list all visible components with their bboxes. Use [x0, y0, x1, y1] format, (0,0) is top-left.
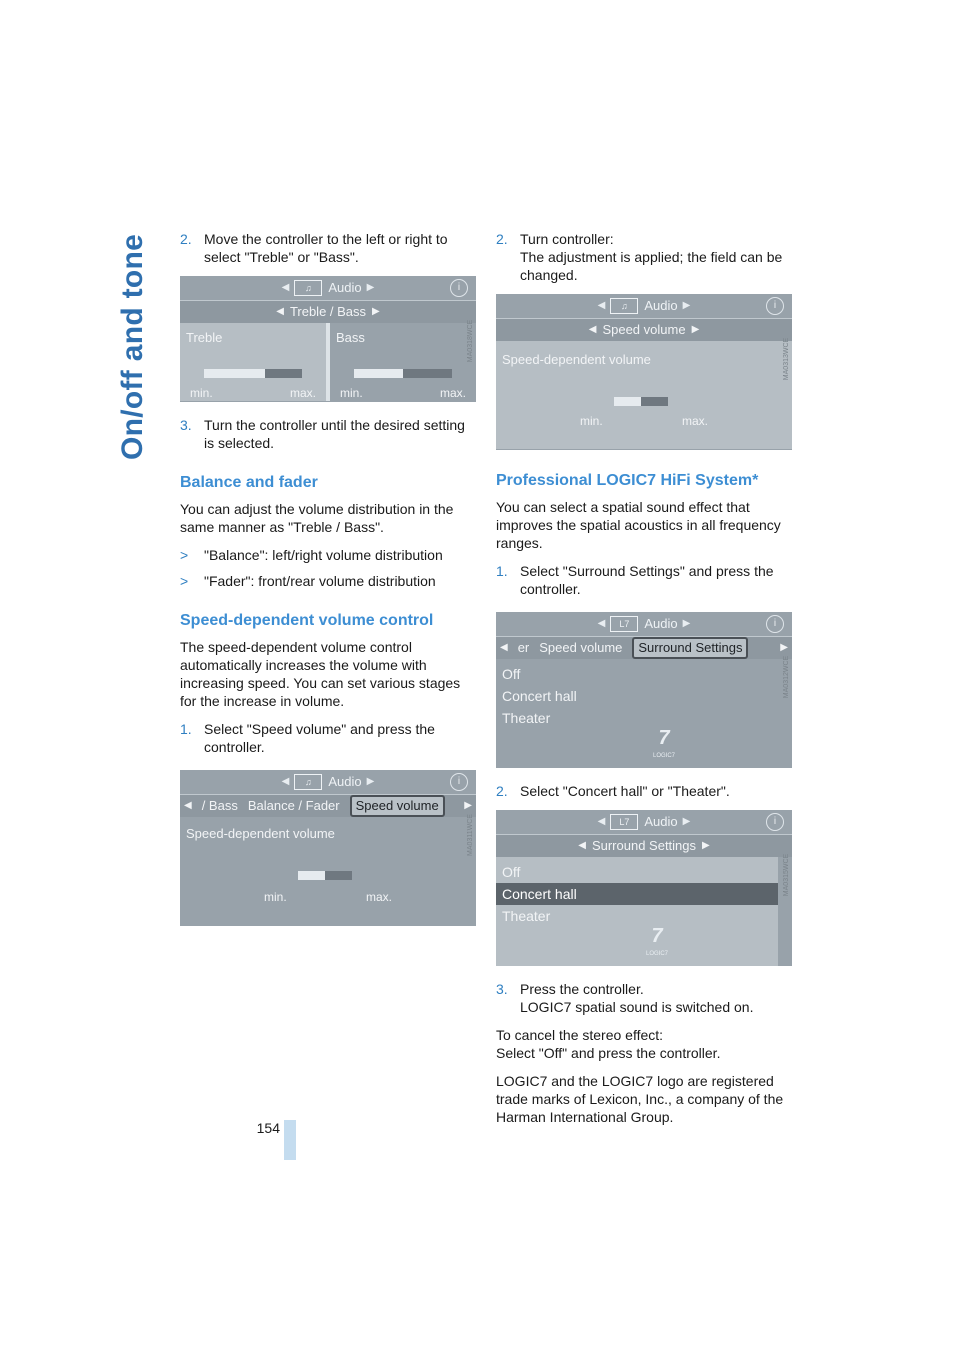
image-code: MA0311WCE [467, 814, 475, 856]
screen-subheader [496, 835, 792, 857]
speed-volume-slider [614, 397, 668, 406]
step-number: 2. [180, 231, 192, 247]
logic7-logo-icon: 7 LOGIC7 [536, 729, 792, 765]
screen-header-label: Audio [328, 774, 362, 789]
screen-header [496, 612, 792, 637]
chevron-left-icon: ◀ [597, 300, 606, 311]
info-icon: i [766, 813, 784, 831]
screen-header [496, 810, 792, 835]
screen-tabs [496, 637, 792, 659]
audio-icon: ♫ [610, 298, 638, 314]
tab-speed-volume: Speed volume [350, 795, 445, 817]
chevron-left-icon: ◀ [281, 282, 290, 293]
chevron-right-icon: ▶ [702, 840, 710, 851]
step-number: 3. [180, 417, 192, 433]
heading-logic7: Professional LOGIC7 HiFi System* [496, 472, 759, 489]
chevron-left-icon: ◀ [281, 776, 290, 787]
step-item [180, 720, 476, 756]
step-item [180, 416, 476, 452]
speed-volume-label: Speed-dependent volume [186, 826, 335, 841]
scale-max: max. [289, 386, 316, 400]
menu-item-concert-hall: Concert hall [502, 688, 577, 704]
page-marker-bar [284, 1120, 296, 1160]
slider-fill [298, 871, 325, 880]
chevron-right-icon: ▶ [372, 306, 380, 317]
treble-slider [204, 369, 302, 378]
scale-max: max. [439, 386, 466, 400]
bullet-text: "Fader": front/rear volume distribution [204, 573, 436, 589]
paragraph-cancel: To cancel the stereo effect: Select "Off" and press the controller. [496, 1027, 721, 1061]
step-number: 1. [180, 721, 192, 737]
bullet-mark: > [180, 573, 189, 589]
screen-subheader-label: Treble / Bass [289, 304, 367, 319]
surround-menu [496, 659, 792, 729]
chevron-right-icon: ▶ [682, 618, 691, 629]
chevron-right-icon: ▶ [691, 324, 700, 335]
bass-label: Bass [336, 330, 365, 345]
image-code: MA0318WCE [466, 319, 474, 363]
screen-header [180, 770, 476, 795]
surround-menu [496, 857, 778, 966]
chevron-right-icon: ▶ [366, 776, 375, 787]
paragraph: You can adjust the volume distribution in the same manner as "Treble / Bass". [180, 501, 454, 535]
step-text: Turn controller: The adjustment is applied; the field can be changed. [520, 231, 783, 283]
screen-treble-bass [180, 276, 476, 402]
chevron-left-icon: ◀ [578, 840, 586, 851]
screen-speed-volume-tabs [180, 770, 476, 926]
chevron-left-icon: ◀ [597, 618, 606, 629]
logic7-icon: L7 [610, 616, 638, 632]
scale-min: min. [340, 386, 363, 400]
tab-scroll-left-icon: ◀ [500, 642, 508, 653]
step-item [496, 562, 792, 598]
treble-bass-panels [180, 323, 476, 401]
chapter-side-title [116, 230, 160, 460]
tab-treble-bass: / Bass [201, 798, 238, 813]
step-number: 2. [496, 783, 508, 799]
chevron-right-icon: ▶ [366, 282, 375, 293]
chevron-left-icon: ◀ [588, 324, 597, 335]
screen-subheader-label: Speed volume [602, 322, 686, 337]
screen-speed-volume-adjust [496, 294, 792, 450]
scale-min: min. [264, 890, 287, 904]
logic7-logo-icon: 7 LOGIC7 [536, 927, 778, 963]
screen-tabs [180, 795, 476, 817]
list-item [180, 572, 476, 590]
slider-fill [614, 397, 641, 406]
tab-speed-volume: Speed volume [539, 640, 623, 655]
step-item [496, 980, 792, 1016]
menu-item-theater: Theater [502, 710, 551, 726]
paragraph: The speed-dependent volume control automatically increases the volume with increasing speed. You can set various stages for the increase in volume. [180, 639, 461, 709]
step-number: 1. [496, 563, 508, 579]
left-column [180, 230, 476, 940]
screen-header-label: Audio [644, 814, 678, 829]
step-item [496, 782, 792, 800]
bullet-text: "Balance": left/right volume distribution [204, 547, 443, 563]
treble-scale [180, 378, 326, 402]
step-text: Turn the controller until the desired setting is selected. [204, 417, 465, 451]
chevron-right-icon: ▶ [682, 816, 691, 827]
chapter-title-text: On/off and tone [116, 233, 149, 460]
heading-balance-fader: Balance and fader [180, 474, 318, 491]
step-number: 2. [496, 231, 508, 247]
bass-panel [330, 323, 476, 401]
right-column [496, 230, 792, 1136]
scale-min: min. [190, 386, 213, 400]
scale-max: max. [365, 890, 392, 904]
image-code: MA0313WCE [782, 337, 790, 381]
menu-item-concert-hall-selected: Concert hall [496, 883, 778, 905]
tab-surround-settings: Surround Settings [632, 637, 748, 659]
speed-volume-slider [298, 871, 352, 880]
scale-max: max. [681, 414, 708, 428]
speed-volume-scale [496, 406, 792, 430]
step-number: 3. [496, 981, 508, 997]
tab-balance-fader: Balance / Fader [247, 798, 340, 813]
screen-subheader [496, 319, 792, 341]
screen-subheader [180, 301, 476, 323]
info-icon: i [766, 297, 784, 315]
screen-subheader-label: Surround Settings [591, 838, 697, 853]
menu-item-off: Off [502, 666, 521, 682]
logic7-icon: L7 [610, 814, 638, 830]
bass-slider [354, 369, 452, 378]
slider-fill [354, 369, 403, 378]
step-item [496, 230, 792, 284]
step-text: Select "Surround Settings" and press the controller. [520, 563, 774, 597]
treble-label: Treble [186, 330, 223, 345]
screen-header [496, 294, 792, 319]
screen-header-label: Audio [644, 298, 678, 313]
menu-item-theater: Theater [502, 908, 551, 924]
heading-speed-volume: Speed-dependent volume control [180, 612, 434, 629]
speed-volume-panel [496, 341, 792, 449]
tab-scroll-right-icon: ▶ [464, 800, 472, 811]
tab-scroll-left-icon: ◀ [184, 800, 192, 811]
image-code: MA0312WCE [782, 655, 790, 699]
info-icon: i [450, 279, 468, 297]
slider-fill [204, 369, 265, 378]
chevron-left-icon: ◀ [276, 306, 284, 317]
screen-surround-select [496, 810, 792, 966]
step-text: Press the controller. LOGIC7 spatial sound is switched on. [520, 981, 754, 1015]
step-text: Select "Speed volume" and press the controller. [204, 721, 435, 755]
list-item [180, 546, 476, 564]
logo-text: LOGIC7 [652, 753, 675, 759]
step-text: Move the controller to the left or right to select "Treble" or "Bass". [204, 231, 448, 265]
logo-text: LOGIC7 [645, 951, 668, 957]
paragraph-trademark: LOGIC7 and the LOGIC7 logo are registered trade marks of Lexicon, Inc., a company of the Harman International Group. [496, 1073, 784, 1125]
screen-header-label: Audio [328, 280, 362, 295]
treble-panel [180, 323, 326, 401]
tab-partial: er [517, 640, 530, 655]
tab-scroll-right-icon: ▶ [780, 642, 788, 653]
page-number: 154 [256, 1120, 280, 1136]
paragraph: You can select a spatial sound effect that improves the spatial acoustics in all frequency ranges. [496, 499, 781, 551]
screen-header-label: Audio [644, 616, 678, 631]
step-item [180, 230, 476, 266]
menu-item-off: Off [502, 864, 521, 880]
screen-surround-tabs [496, 612, 792, 768]
chevron-left-icon: ◀ [597, 816, 606, 827]
scale-min: min. [580, 414, 603, 428]
info-icon: i [766, 615, 784, 633]
info-icon: i [450, 773, 468, 791]
audio-icon: ♫ [294, 774, 322, 790]
bullet-mark: > [180, 547, 189, 563]
screen-header [180, 276, 476, 301]
speed-volume-scale [180, 880, 476, 906]
image-code: MA0315WCE [782, 853, 790, 897]
bass-scale [330, 378, 476, 402]
audio-icon: ♫ [294, 280, 322, 296]
chevron-right-icon: ▶ [682, 300, 691, 311]
speed-volume-label: Speed-dependent volume [502, 352, 651, 367]
step-text: Select "Concert hall" or "Theater". [520, 783, 730, 799]
